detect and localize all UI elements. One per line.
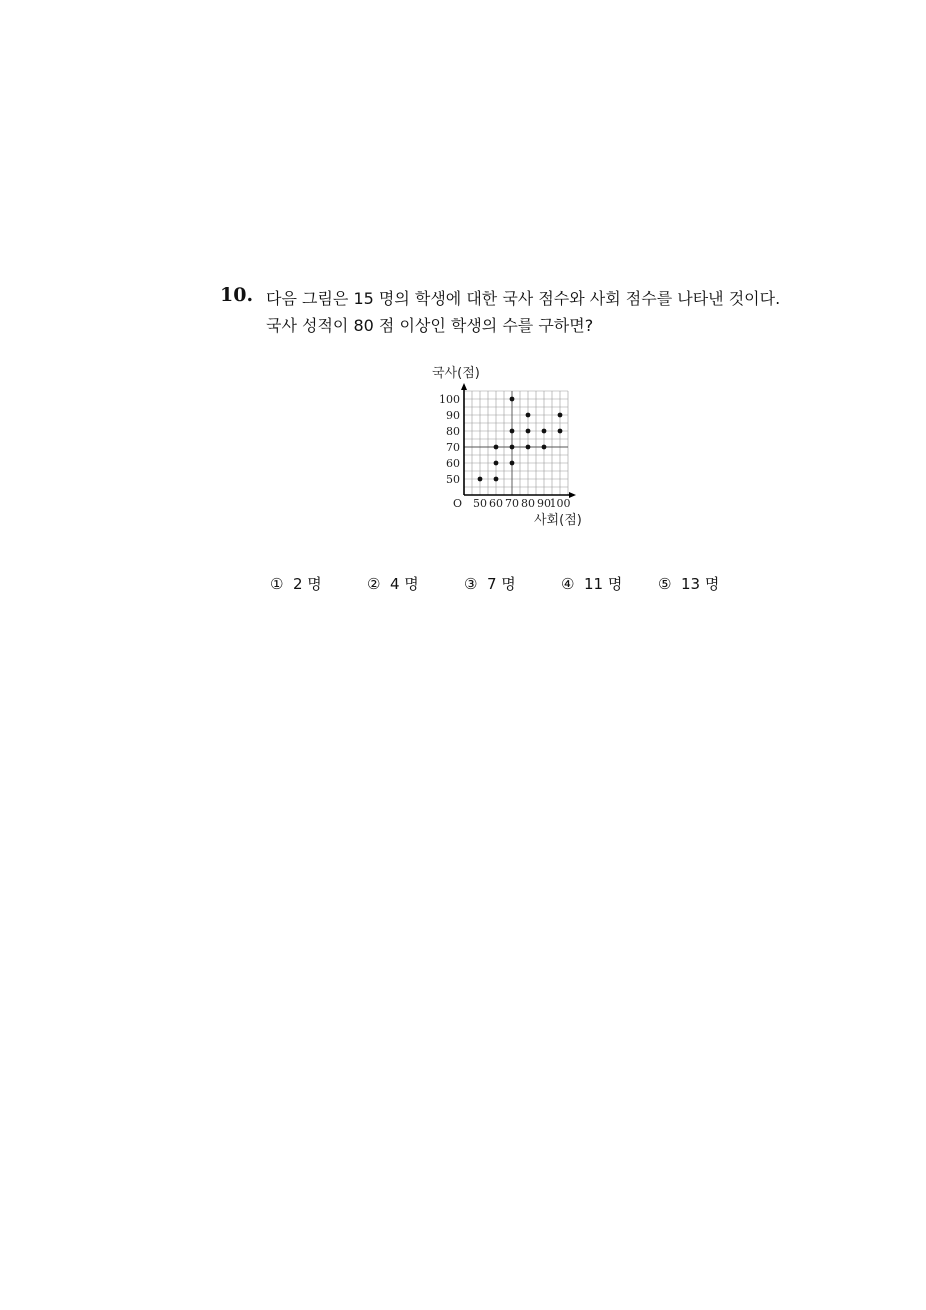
- data-point: [526, 445, 531, 450]
- x-tick-label: 60: [489, 497, 503, 510]
- choice-text: 7 명: [487, 575, 516, 593]
- data-point: [510, 429, 515, 434]
- data-point: [494, 445, 499, 450]
- choice-marker: ②: [367, 575, 381, 593]
- x-axis-label: 사회(점): [534, 513, 582, 528]
- x-tick-label: 90: [537, 497, 551, 510]
- x-tick-label: 80: [521, 497, 535, 510]
- choice-text: 11 명: [584, 575, 623, 593]
- x-tick-label: 70: [505, 497, 519, 510]
- data-point: [542, 445, 547, 450]
- choice-5[interactable]: [658, 573, 719, 594]
- data-point: [510, 445, 515, 450]
- y-tick-label: 70: [446, 441, 460, 454]
- choice-marker: ①: [270, 575, 284, 593]
- data-point: [526, 429, 531, 434]
- question-text-line-1: 다음 그림은 15 명의 학생에 대한 국사 점수와 사회 점수를 나타낸 것이다.: [266, 289, 781, 308]
- y-tick-label: 100: [439, 393, 460, 406]
- y-tick-label: 60: [446, 457, 460, 470]
- chart-tick-labels: [439, 393, 571, 510]
- y-axis-arrow: [461, 383, 467, 390]
- question-text-line-2: 국사 성적이 80 점 이상인 학생의 수를 구하면?: [266, 316, 594, 335]
- choice-2[interactable]: [367, 573, 419, 594]
- data-point: [542, 429, 547, 434]
- question-number: 10.: [220, 284, 254, 306]
- origin-label: O: [453, 497, 463, 510]
- data-point: [494, 461, 499, 466]
- choice-text: 13 명: [681, 575, 720, 593]
- choice-3[interactable]: [464, 573, 516, 594]
- choice-marker: ⑤: [658, 575, 672, 593]
- data-point: [510, 461, 515, 466]
- choice-text: 2 명: [293, 575, 322, 593]
- x-tick-label: 50: [473, 497, 487, 510]
- data-point: [494, 477, 499, 482]
- x-tick-label: 100: [549, 497, 571, 510]
- choice-text: 4 명: [390, 575, 419, 593]
- choice-marker: ④: [561, 575, 575, 593]
- y-tick-label: 90: [446, 409, 460, 422]
- choice-1[interactable]: [270, 573, 322, 594]
- y-axis-label: 국사(점): [432, 366, 480, 381]
- data-point: [558, 429, 563, 434]
- choice-marker: ③: [464, 575, 478, 593]
- scatter-plot: [420, 360, 620, 535]
- chart-axes: [461, 383, 576, 498]
- data-point: [526, 413, 531, 418]
- answer-choices: [270, 573, 740, 597]
- y-tick-label: 80: [446, 425, 460, 438]
- data-point: [510, 397, 515, 402]
- data-point: [558, 413, 563, 418]
- y-tick-label: 50: [446, 473, 460, 486]
- choice-4[interactable]: [561, 573, 622, 594]
- data-point: [478, 477, 483, 482]
